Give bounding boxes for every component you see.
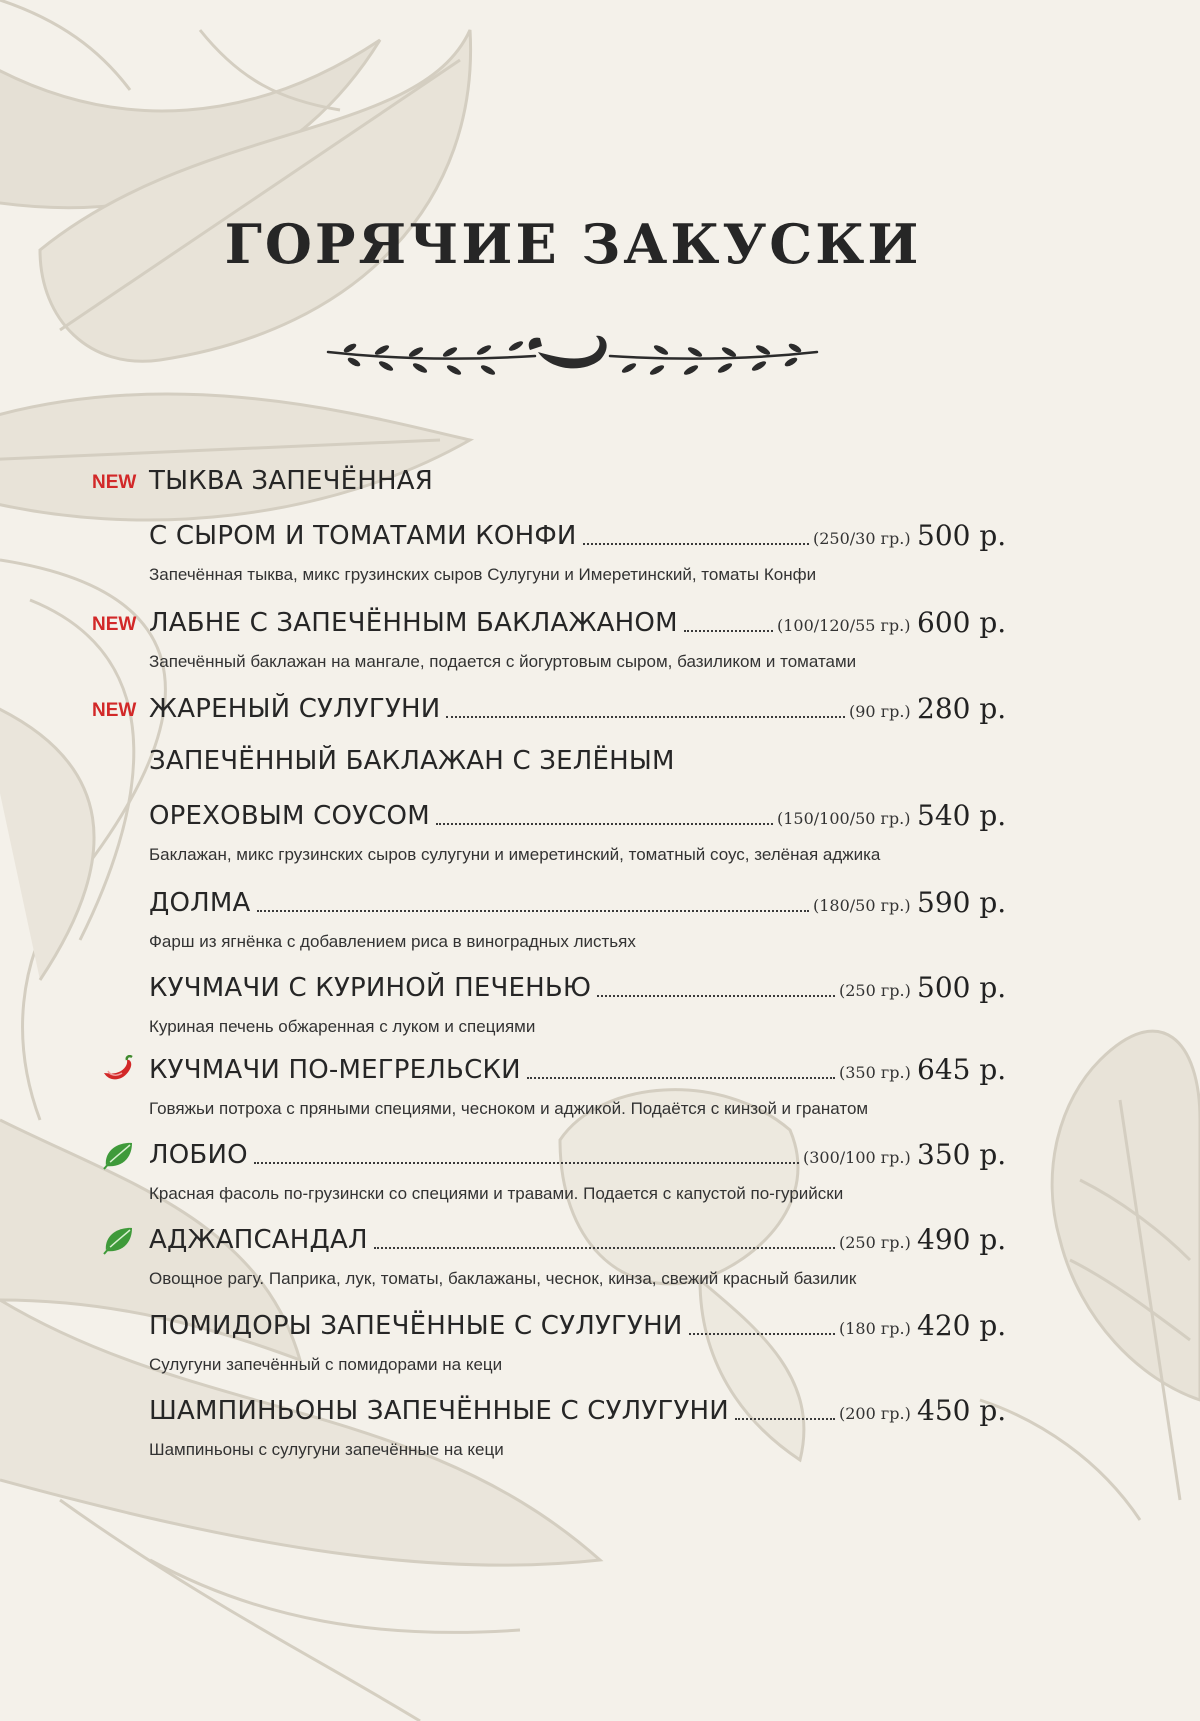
menu-item-name: С СЫРОМ И ТОМАТАМИ КОНФИ bbox=[149, 521, 577, 551]
menu-item-price: 280 р. bbox=[917, 692, 1007, 725]
dotted-leader bbox=[597, 995, 835, 997]
dotted-leader bbox=[689, 1333, 835, 1335]
menu-item-weight: (90 гр.) bbox=[849, 702, 911, 721]
menu-item-description: Овощное рагу. Паприка, лук, томаты, баклажаны, чеснок, кинза, свежий красный базилик bbox=[149, 1269, 857, 1288]
new-badge: NEW bbox=[92, 614, 137, 635]
menu-item-name: АДЖАПСАНДАЛ bbox=[149, 1225, 368, 1255]
menu-item bbox=[0, 1049, 1200, 1089]
menu-item-name: ПОМИДОРЫ ЗАПЕЧЁННЫЕ С СУЛУГУНИ bbox=[149, 1311, 683, 1341]
green-leaf-icon bbox=[100, 1140, 136, 1170]
new-badge: NEW bbox=[92, 700, 137, 721]
menu-item bbox=[0, 882, 1200, 922]
dotted-leader bbox=[446, 716, 845, 718]
menu-item bbox=[0, 967, 1200, 1007]
menu-item-weight: (150/100/50 гр.) bbox=[777, 809, 911, 828]
dotted-leader bbox=[257, 910, 809, 912]
dotted-leader bbox=[684, 630, 773, 632]
menu-item-price: 500 р. bbox=[917, 971, 1007, 1004]
menu-item bbox=[0, 515, 1200, 555]
menu-item-price: 420 р. bbox=[917, 1309, 1007, 1342]
menu-item-description: Запечённая тыква, микс грузинских сыров Сулугуни и Имеретинский, томаты Конфи bbox=[149, 565, 817, 584]
menu-item-weight: (300/100 гр.) bbox=[803, 1148, 911, 1167]
menu-item-weight: (250/30 гр.) bbox=[813, 529, 911, 548]
chili-pepper-icon bbox=[100, 1055, 136, 1085]
menu-item-name: ЛАБНЕ С ЗАПЕЧЁННЫМ БАКЛАЖАНОМ bbox=[149, 608, 678, 638]
menu-item bbox=[0, 1305, 1200, 1345]
page-title: ГОРЯЧИЕ ЗАКУСКИ bbox=[224, 212, 922, 276]
dotted-leader bbox=[436, 823, 773, 825]
menu-item bbox=[0, 602, 1200, 642]
menu-item-description: Сулугуни запечённый с помидорами на кеци bbox=[149, 1355, 503, 1374]
menu-item-price: 350 р. bbox=[917, 1138, 1007, 1171]
menu-item-weight: (250 гр.) bbox=[839, 981, 911, 1000]
menu-item-name: ЖАРЕНЫЙ СУЛУГУНИ bbox=[149, 694, 441, 724]
menu-item-description: Красная фасоль по-грузински со специями и травами. Подается с капустой по-гурийски bbox=[149, 1184, 844, 1203]
menu-item-description: Говяжьи потроха с пряными специями, чесноком и аджикой. Подаётся с кинзой и гранатом bbox=[149, 1099, 869, 1118]
menu-item-price: 450 р. bbox=[917, 1394, 1007, 1427]
menu-item-name: КУЧМАЧИ С КУРИНОЙ ПЕЧЕНЬЮ bbox=[149, 973, 592, 1003]
menu-item bbox=[0, 688, 1200, 728]
menu-item-price: 590 р. bbox=[917, 886, 1007, 919]
dotted-leader bbox=[583, 543, 809, 545]
menu-item-name: ОРЕХОВЫМ СОУСОМ bbox=[149, 801, 430, 831]
green-leaf-icon bbox=[100, 1225, 136, 1255]
menu-item-name: ДОЛМА bbox=[149, 888, 251, 918]
dotted-leader bbox=[374, 1247, 835, 1249]
dotted-leader bbox=[527, 1077, 835, 1079]
menu-item-weight: (100/120/55 гр.) bbox=[777, 616, 911, 635]
menu-item-name: КУЧМАЧИ ПО-МЕГРЕЛЬСКИ bbox=[149, 1055, 521, 1085]
menu-item-price: 645 р. bbox=[917, 1053, 1007, 1086]
new-badge: NEW bbox=[92, 472, 137, 493]
menu-item-price: 540 р. bbox=[917, 799, 1007, 832]
menu-item-description: Фарш из ягнёнка с добавлением риса в виноградных листьях bbox=[149, 932, 636, 951]
menu-item-name: ЛОБИО bbox=[149, 1140, 248, 1170]
menu-item-weight: (350 гр.) bbox=[839, 1063, 911, 1082]
menu-item-weight: (250 гр.) bbox=[839, 1233, 911, 1252]
menu-item-description: Запечённый баклажан на мангале, подается с йогуртовым сыром, базиликом и томатами bbox=[149, 652, 857, 671]
menu-item-price: 490 р. bbox=[917, 1223, 1007, 1256]
menu-item-weight: (180 гр.) bbox=[839, 1319, 911, 1338]
menu-item-name-line1 bbox=[0, 460, 1200, 500]
dotted-leader bbox=[735, 1418, 835, 1420]
menu-item bbox=[0, 1134, 1200, 1174]
menu-item-name-line1 bbox=[0, 740, 1200, 780]
menu-item-name-first-line: ТЫКВА ЗАПЕЧЁННАЯ bbox=[149, 466, 434, 496]
menu-item-description: Шампиньоны с сулугуни запечённые на кеци bbox=[149, 1440, 504, 1459]
menu-item-name-first-line: ЗАПЕЧЁННЫЙ БАКЛАЖАН С ЗЕЛЁНЫМ bbox=[149, 746, 675, 776]
menu-item bbox=[0, 1390, 1200, 1430]
pepper-vine-ornament-icon bbox=[320, 330, 825, 388]
menu-item-description: Куриная печень обжаренная с луком и специями bbox=[149, 1017, 536, 1036]
menu-item-weight: (180/50 гр.) bbox=[813, 896, 911, 915]
menu-item-price: 500 р. bbox=[917, 519, 1007, 552]
menu-item bbox=[0, 1219, 1200, 1259]
menu-item-description: Баклажан, микс грузинских сыров сулугуни и имеретинский, томатный соус, зелёная аджика bbox=[149, 845, 881, 864]
menu-item bbox=[0, 795, 1200, 835]
menu-item-price: 600 р. bbox=[917, 606, 1007, 639]
menu-item-name: ШАМПИНЬОНЫ ЗАПЕЧЁННЫЕ С СУЛУГУНИ bbox=[149, 1396, 729, 1426]
menu-item-weight: (200 гр.) bbox=[839, 1404, 911, 1423]
dotted-leader bbox=[254, 1162, 799, 1164]
